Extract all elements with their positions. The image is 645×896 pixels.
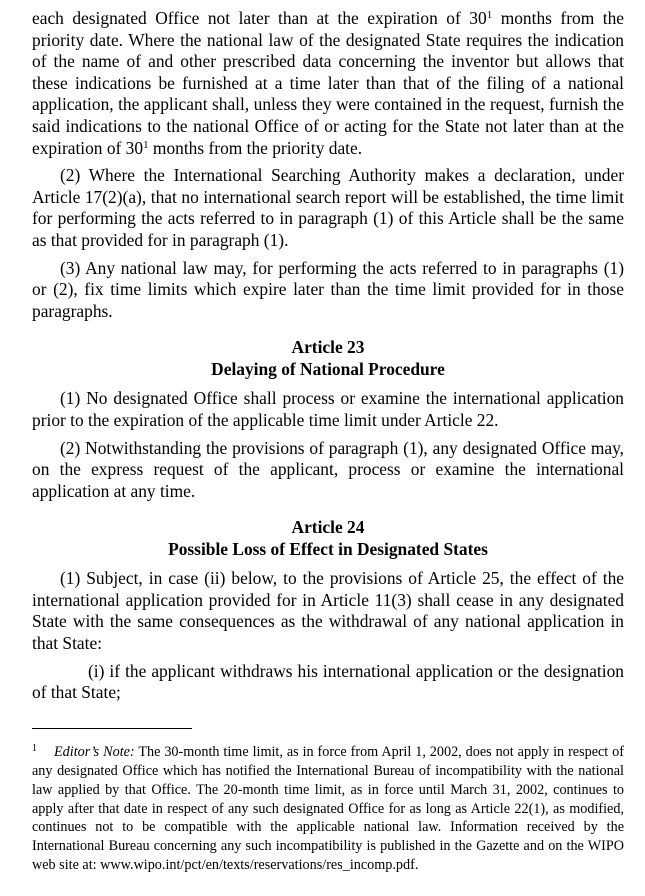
- article-23-paragraph-1: (1) No designated Office shall process or examine the international application prior to the expiration of the applicable time limit under Article 22.: [32, 388, 624, 430]
- article-24-item-i: (i) if the applicant withdraws his international application or the designation of that State;: [32, 660, 624, 703]
- continued-paragraph: [32, 8, 624, 159]
- article-24-heading: [32, 516, 624, 560]
- footnote-text: The 30-month time limit, as in force from April 1, 2002, does not apply in respect of any designated Office which has notified the International Bureau of incompatibility with the national law applied by that Office. The 20-month time limit, as in force until March 31, 2002, continues to apply after that date in respect of any such designated Office for as long as Article 22(1), as modified, continues not to be compatible with the applicable national law. Information received by the International Bureau concerning any such incompatibility is published in the Gazette and on the WIPO web site at: www.wipo.int/pct/en/texts/reservations/res_incomp.pdf.: [32, 743, 624, 874]
- footnote-title: Editor’s Note:: [54, 743, 135, 760]
- footnote-separator: [32, 728, 192, 729]
- article-23-title: Delaying of National Procedure: [211, 359, 445, 380]
- footnote-ref[interactable]: 1: [143, 138, 149, 151]
- para1-text-a: each designated Office not later than at the expiration of 30: [32, 8, 487, 28]
- article-23-heading: [32, 336, 624, 380]
- paragraph-2: (2) Where the International Searching Authority makes a declaration, under Article 17(2)(a), that no international search report will be established, the time limit for performing the acts referred to in paragraph (1) of this Article shall be the same as that provided for in paragraph (1).: [32, 165, 624, 250]
- footnote: 1 Editor’s Note: The 30-month time limit, as in force from April 1, 2002, does not apply in respect of any designated Office which has notified the International Bureau of incompatibility with the national law applied by that Office. The 20-month time limit, as in force until March 31, 2002, continues to apply after that date in respect of any such designated Office for as long as Article 22(1), as modified, continues not to be compatible with the applicable national law. Information received by the International Bureau concerning any such incompatibility is published in the Gazette and on the WIPO web site at: www.wipo.int/pct/en/texts/reservations/res_incomp.pdf.: [32, 742, 624, 874]
- article-24-number: Article 24: [291, 517, 365, 538]
- para1-text-b: months from the priority date. Where the national law of the designated State requires the indication of the name of and other prescribed data concerning the inventor but allows that these indications be furnished at a time later than that of the filing of a national application, the applicant shall, unless they were contained in the request, furnish the said indications to the national Office of or acting for the State not later than at the expiration of 30: [32, 8, 624, 158]
- article-23-number: Article 23: [291, 337, 365, 358]
- article-24-title: Possible Loss of Effect in Designated States: [168, 539, 488, 560]
- paragraph-3: (3) Any national law may, for performing the acts referred to in paragraphs (1) or (2), fix time limits which expire later than the time limit provided for in those paragraphs.: [32, 257, 624, 321]
- article-24-paragraph-1: (1) Subject, in case (ii) below, to the provisions of Article 25, the effect of the international application provided for in Article 11(3) shall cease in any designated State with the same consequences as the withdrawal of any national application in that State:: [32, 568, 624, 654]
- article-23-paragraph-2: (2) Notwithstanding the provisions of paragraph (1), any designated Office may, on the express request of the applicant, process or examine the international application at any time.: [32, 437, 624, 501]
- para1-text-c: months from the priority date.: [148, 137, 363, 158]
- document-page: [32, 8, 624, 875]
- footnote-ref[interactable]: 1: [486, 9, 493, 21]
